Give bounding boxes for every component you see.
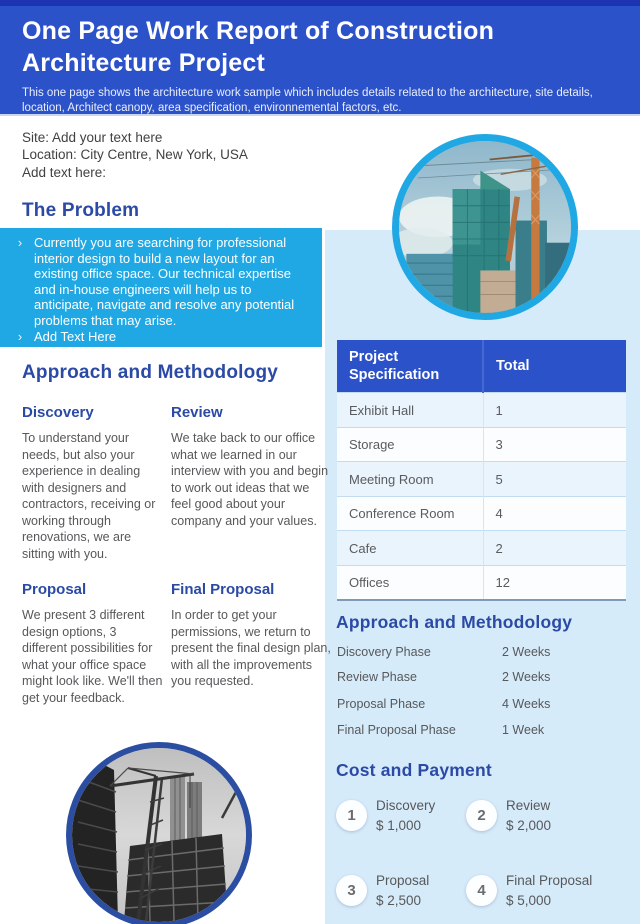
cost-item-discovery [336,796,435,837]
extra-text-line: Add text here: [22,164,107,180]
table-header-row [337,340,626,393]
method-proposal [22,581,164,706]
cost-heading: Cost and Payment [336,760,492,780]
cost-item-review [466,796,551,837]
method-final-proposal [171,581,335,690]
phase-label: Review Phase [337,670,417,684]
spec-total: 12 [483,565,626,600]
method-review [171,404,331,529]
spec-label: Cafe [337,531,483,566]
cost-item-proposal [336,871,429,912]
method-description: We take back to our office what we learned in our interview with you and begin to work out ideas that we feel good about your company and your values. [171,431,329,528]
cost-price: $ 2,500 [376,893,422,909]
spec-total: 1 [483,393,626,428]
phases-heading: Approach and Methodology [336,612,573,632]
chevron-bullet-icon: › [17,235,23,250]
method-discovery [22,404,164,562]
spec-label: Meeting Room [337,462,483,497]
phase-label: Final Proposal Phase [337,723,456,737]
approach-heading: Approach and Methodology [22,362,279,383]
table-row [337,496,626,531]
phase-label: Discovery Phase [337,645,431,659]
cost-price: $ 1,000 [376,818,422,834]
method-description: In order to get your permissions, we return to present the final design plan, with all the improvements you requested. [171,608,331,688]
table-row [337,565,626,600]
spec-total: 4 [483,496,626,531]
method-title: Final Proposal [171,581,275,598]
page-title: One Page Work Report of Construction Architecture Project [22,17,495,77]
step-number-badge: 1 [336,800,367,831]
spec-label: Offices [337,565,483,600]
method-description: We present 3 different design options, 3 different possibilities for what your office space might look like. We'll then get your feedback. [22,608,163,705]
spec-label: Conference Room [337,496,483,531]
table-row [337,462,626,497]
cost-label: Review [506,798,551,813]
phase-row [337,723,627,737]
cost-label: Final Proposal [506,873,593,888]
phase-duration: 2 Weeks [502,645,551,659]
method-title: Review [171,404,223,421]
step-number-badge: 2 [466,800,497,831]
spec-total: 2 [483,531,626,566]
page-subtitle: This one page shows the architecture work sample which includes details related to the architecture, site details, location, Architect canopy, area specification, environnemental factors, etc. [22,87,593,115]
location-line: Location: City Centre, New York, USA [22,147,248,163]
cost-label: Discovery [376,798,436,813]
cost-price: $ 5,000 [506,893,552,909]
problem-heading: The Problem [22,200,140,221]
step-number-badge: 3 [336,875,367,906]
method-title: Discovery [22,404,94,421]
phase-duration: 1 Week [502,723,545,737]
project-specification-table [337,340,626,601]
cost-item-final-proposal [466,871,592,912]
spec-label: Exhibit Hall [337,393,483,428]
phase-row [337,645,627,659]
table-row [337,427,626,462]
problem-callout-box [0,228,322,347]
phase-row [337,670,627,684]
cost-label: Proposal [376,873,430,888]
column-header-specification: Project Specification [337,340,483,393]
problem-bullet [6,329,312,345]
spec-total: 5 [483,462,626,497]
table-row [337,531,626,566]
method-title: Proposal [22,581,87,598]
problem-bullet-text: Currently you are searching for professional interior design to build a new layout for an existing office space. Our technical expertise and in-house engineers will help us to anticipate, navigate and resolve any potential problems that may arise. [34,235,295,328]
construction-bw-illustration [72,748,246,922]
spec-total: 3 [483,427,626,462]
construction-site-bw-photo [66,742,252,924]
spec-label: Storage [337,427,483,462]
building-photo-illustration [399,141,571,313]
construction-building-photo [392,134,578,320]
table-row [337,393,626,428]
problem-bullet-text: Add Text Here [34,328,117,344]
phase-label: Proposal Phase [337,697,426,711]
chevron-bullet-icon: › [17,328,23,344]
method-description: To understand your needs, but also your experience in dealing with designers and contractors, receiving or working through renovations, we are sitting with you. [22,431,156,561]
header-separator [0,114,640,116]
site-line: Site: Add your text here [22,130,163,145]
problem-bullet [6,235,312,329]
step-number-badge: 4 [466,875,497,906]
phase-row [337,697,627,711]
column-header-total: Total [483,340,626,393]
phase-duration: 2 Weeks [502,670,551,684]
phase-duration: 4 Weeks [502,697,551,711]
header-banner [0,6,640,114]
site-info [22,129,248,181]
cost-price: $ 2,000 [506,818,552,834]
